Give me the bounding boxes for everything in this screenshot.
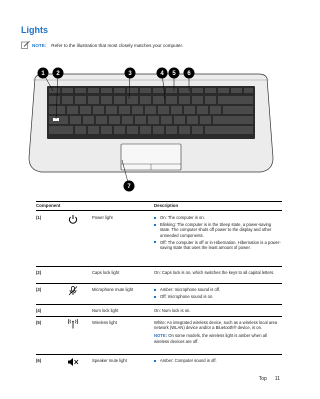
page-footer [259, 376, 280, 382]
list-item: On: The computer is on. [154, 215, 282, 220]
callout-6: 6 [187, 71, 191, 77]
component-description: On: Num lock is on. [154, 308, 191, 313]
note [21, 41, 183, 49]
callout-4: 4 [160, 71, 164, 77]
component-name: Microphone mute light [92, 287, 134, 292]
component-name: Caps lock light [92, 270, 120, 275]
row-divider [36, 304, 282, 305]
table-top-rule [36, 201, 282, 202]
power-icon [66, 214, 80, 224]
row-number: (5) [36, 320, 42, 325]
wireless-icon [66, 319, 80, 329]
list-item: Off: microphone sound is on. [154, 294, 282, 299]
note-text: Refer to the illustration that most closely matches your computer. [51, 42, 184, 48]
component-name: Wireless light [92, 320, 117, 325]
callout-5: 5 [172, 71, 176, 77]
list-item: Amber: Computer sound is off. [154, 358, 282, 363]
table-header-rule [36, 210, 282, 211]
note-text: On some models, the wireless light is amber when all wireless devices are off. [154, 333, 267, 344]
row-number: (3) [36, 287, 42, 292]
row-number: (2) [36, 270, 42, 275]
callout-2: 2 [56, 71, 60, 77]
wireless-note [154, 333, 282, 343]
list-item: Off: The computer is off or in Hibernation. Hibernation is a power-saving state that uses the least amount of power. [154, 240, 282, 250]
component-description: On: Caps lock is on, which switches the keys to all capital letters. [154, 270, 275, 275]
row-number: (1) [36, 215, 42, 220]
row-divider [36, 283, 282, 284]
row-divider [36, 266, 282, 267]
callout-3: 3 [128, 71, 132, 77]
note-label: NOTE: [154, 333, 168, 339]
page-number: 11 [274, 376, 280, 382]
list-item: Amber: microphone sound is off. [154, 287, 282, 292]
row-divider [36, 354, 282, 355]
microphone-mute-icon [66, 286, 80, 296]
footer-section: Top [258, 376, 267, 382]
keyboard-illustration [21, 58, 281, 198]
note-label: NOTE: [32, 42, 47, 48]
component-name: Power light [92, 215, 113, 220]
header-description: Description [154, 203, 179, 208]
row-number: (6) [36, 358, 42, 363]
row-number: (4) [36, 308, 42, 313]
component-description [154, 320, 282, 344]
wireless-description: White: An integrated wireless device, such as a wireless local area network (WLAN) device and/or a Bluetooth® device, is on. [154, 320, 278, 331]
list-item: Blinking: The computer is in the Sleep state, a power-saving state. The computer shuts off power to the display and other unneeded components. [154, 222, 282, 238]
component-name: Speaker mute light [92, 358, 127, 363]
note-pencil-icon [21, 41, 30, 49]
speaker-mute-icon [66, 357, 80, 367]
row-divider [36, 316, 282, 317]
callout-7: 7 [127, 184, 131, 190]
component-name: Num lock light [92, 308, 119, 313]
page-title: Lights [21, 25, 48, 35]
header-component: Component [36, 203, 61, 208]
component-description [154, 215, 282, 252]
component-description [154, 358, 282, 365]
callout-1: 1 [41, 71, 45, 77]
component-description [154, 287, 282, 301]
